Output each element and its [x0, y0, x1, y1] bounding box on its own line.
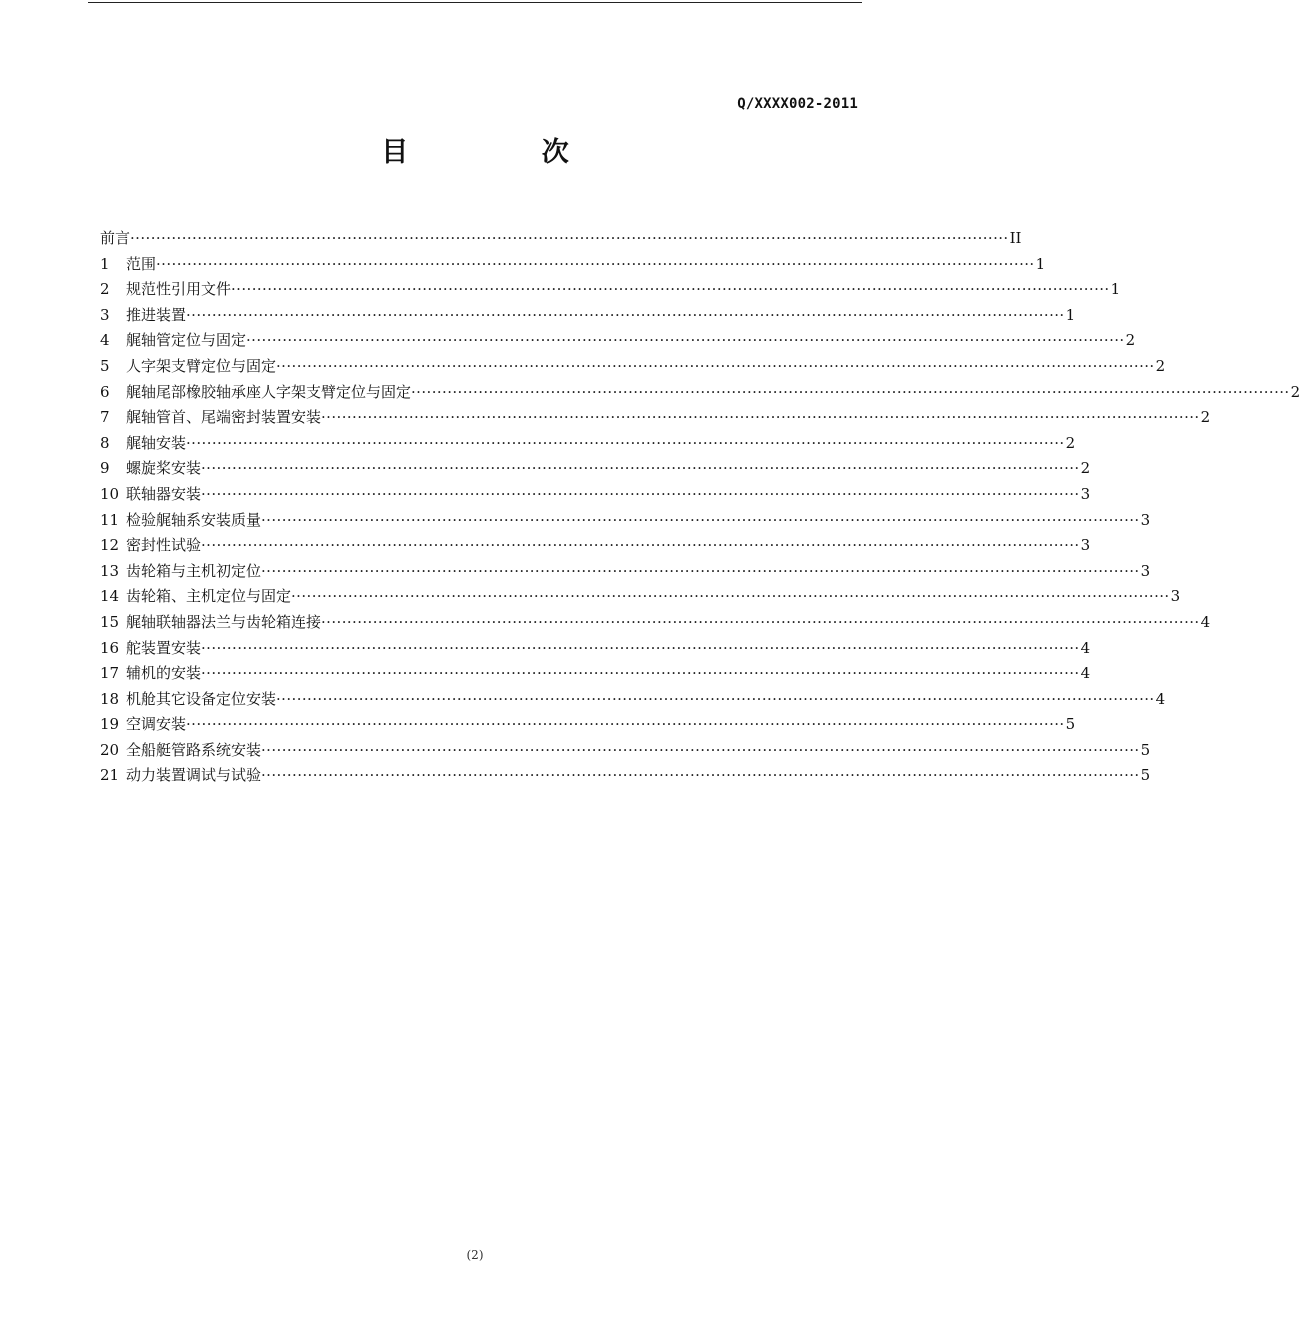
toc-entry[interactable]	[100, 687, 1166, 713]
toc-entry[interactable]	[100, 533, 1091, 559]
toc-entry-number: 21	[100, 766, 120, 785]
toc-entry-label: 艉轴联轴器法兰与齿轮箱连接	[126, 612, 322, 631]
toc-entry-number: 19	[100, 715, 120, 734]
toc-entry-label: 艉轴安装	[126, 433, 187, 452]
toc-entry[interactable]	[100, 584, 1181, 610]
toc-leader-dots: ··········································································································································································	[156, 254, 1035, 273]
toc-entry[interactable]	[100, 712, 1076, 738]
toc-entry-label: 辅机的安装	[126, 664, 202, 683]
toc-entry-number: 20	[100, 740, 120, 759]
toc-leader-dots: ··········································································································································································	[201, 664, 1080, 683]
toc-entry-number: 13	[100, 561, 120, 580]
toc-leader-dots: ··········································································································································································	[261, 510, 1140, 529]
toc-entry-label: 空调安装	[126, 715, 187, 734]
toc-entry-page: 5	[1140, 766, 1151, 785]
toc-entry[interactable]	[100, 559, 1151, 585]
toc-entry-number: 4	[100, 331, 110, 350]
toc-leader-dots: ··········································································································································································	[201, 638, 1080, 657]
toc-entry-number: 12	[100, 536, 120, 555]
toc-entry-number: 5	[100, 356, 110, 375]
toc-leader-dots: ··········································································································································································	[246, 331, 1125, 350]
toc-entry-number: 16	[100, 638, 120, 657]
toc-entry[interactable]	[100, 303, 1076, 329]
toc-entry-page: 3	[1170, 587, 1181, 606]
toc-entry-page: II	[1009, 229, 1022, 247]
toc-entry[interactable]	[100, 482, 1091, 508]
toc-entry-page: 4	[1155, 689, 1166, 708]
toc-entry-page: 3	[1140, 561, 1151, 580]
toc-entry-page: 2	[1065, 433, 1076, 452]
toc-leader-dots: ··········································································································································································	[201, 459, 1080, 478]
toc-entry-label: 规范性引用文件	[126, 280, 232, 299]
toc-entry[interactable]	[100, 661, 1091, 687]
toc-entry-number: 11	[100, 510, 120, 529]
table-of-contents	[100, 226, 1300, 789]
toc-entry-page: 2	[1125, 331, 1136, 350]
toc-entry[interactable]	[100, 610, 1211, 636]
toc-entry[interactable]	[100, 508, 1151, 534]
header-rule	[88, 2, 862, 3]
toc-entry-label: 联轴器安装	[126, 484, 202, 503]
toc-entry-page: 3	[1080, 536, 1091, 555]
toc-entry-page: 5	[1140, 740, 1151, 759]
toc-entry-number: 18	[100, 689, 120, 708]
toc-leader-dots: ··········································································································································································	[261, 740, 1140, 759]
toc-entry-page: 1	[1110, 280, 1121, 299]
toc-leader-dots: ··········································································································································································	[231, 280, 1110, 299]
toc-entry-number: 10	[100, 484, 120, 503]
toc-entry-page: 2	[1290, 382, 1300, 401]
toc-entry-label: 动力装置调试与试验	[126, 766, 262, 785]
toc-entry-label: 艉轴管首、尾端密封装置安装	[126, 408, 322, 427]
toc-entry-label: 艉轴管定位与固定	[126, 331, 247, 350]
toc-entry-label: 范围	[126, 254, 157, 273]
toc-entry[interactable]	[100, 380, 1300, 406]
toc-entry-page: 4	[1200, 612, 1211, 631]
toc-entry-number: 7	[100, 408, 110, 427]
toc-entry-label: 人字架支臂定位与固定	[126, 356, 277, 375]
toc-leader-dots: ··········································································································································································	[291, 587, 1170, 606]
toc-leader-dots: ··········································································································································································	[201, 484, 1080, 503]
toc-entry-number: 15	[100, 612, 120, 631]
toc-leader-dots: ··········································································································································································	[261, 561, 1140, 580]
toc-entry[interactable]	[100, 405, 1211, 431]
toc-entry-page: 5	[1065, 715, 1076, 734]
toc-entry-page: 4	[1080, 638, 1091, 657]
document-code: Q/XXXX002-2011	[737, 96, 858, 112]
toc-entry-label: 艉轴尾部橡胶轴承座人字架支臂定位与固定	[126, 382, 412, 401]
toc-entry[interactable]	[100, 328, 1136, 354]
toc-entry-page: 2	[1155, 356, 1166, 375]
toc-entry-number: 17	[100, 664, 120, 683]
toc-entry[interactable]	[100, 354, 1166, 380]
toc-entry[interactable]	[100, 226, 1022, 252]
toc-entry-label: 齿轮箱、主机定位与固定	[126, 587, 292, 606]
footer-page-number: (2)	[466, 1248, 484, 1262]
page-title: 目 次	[381, 137, 631, 168]
toc-entry-number: 8	[100, 433, 110, 452]
toc-entry-page: 4	[1080, 664, 1091, 683]
toc-leader-dots: ··········································································································································································	[201, 536, 1080, 555]
toc-leader-dots: ··········································································································································································	[186, 433, 1065, 452]
toc-entry-label: 推进装置	[126, 305, 187, 324]
toc-entry-label: 密封性试验	[126, 536, 202, 555]
toc-entry-label: 齿轮箱与主机初定位	[126, 561, 262, 580]
toc-entry-page: 1	[1065, 305, 1076, 324]
toc-entry[interactable]	[100, 738, 1151, 764]
toc-entry-label: 螺旋桨安装	[126, 459, 202, 478]
toc-entry-label: 舵装置安装	[126, 638, 202, 657]
toc-leader-dots: ··········································································································································································	[261, 766, 1140, 785]
toc-leader-dots: ··········································································································································································	[186, 305, 1065, 324]
toc-entry-number: 3	[100, 305, 110, 324]
toc-entry-number: 9	[100, 459, 110, 478]
toc-entry-number: 6	[100, 382, 110, 401]
toc-entry-number: 14	[100, 587, 120, 606]
toc-leader-dots: ··········································································································································································	[186, 715, 1065, 734]
toc-entry-label: 机舱其它设备定位安装	[126, 689, 277, 708]
toc-leader-dots: ··········································································································································································	[276, 689, 1155, 708]
toc-entry-number: 1	[100, 254, 110, 273]
toc-leader-dots: ··········································································································································································	[276, 356, 1155, 375]
toc-entry[interactable]	[100, 277, 1121, 303]
toc-entry-page: 2	[1080, 459, 1091, 478]
toc-leader-dots: ··········································································································································································	[130, 229, 1009, 247]
toc-entry-page: 1	[1035, 254, 1046, 273]
toc-entry-label: 检验艉轴系安装质量	[126, 510, 262, 529]
toc-entry-label: 前言	[100, 229, 131, 247]
toc-entry-page: 2	[1200, 408, 1211, 427]
toc-entry[interactable]	[100, 252, 1046, 278]
toc-entry-number: 2	[100, 280, 110, 299]
toc-entry[interactable]	[100, 456, 1091, 482]
toc-entry[interactable]	[100, 431, 1076, 457]
toc-leader-dots: ··········································································································································································	[321, 408, 1200, 427]
toc-entry-page: 3	[1140, 510, 1151, 529]
toc-leader-dots: ··········································································································································································	[411, 382, 1290, 401]
toc-entry[interactable]	[100, 636, 1091, 662]
toc-entry-page: 3	[1080, 484, 1091, 503]
toc-entry-label: 全船艇管路系统安装	[126, 740, 262, 759]
toc-leader-dots: ··········································································································································································	[321, 612, 1200, 631]
toc-entry[interactable]	[100, 763, 1151, 789]
